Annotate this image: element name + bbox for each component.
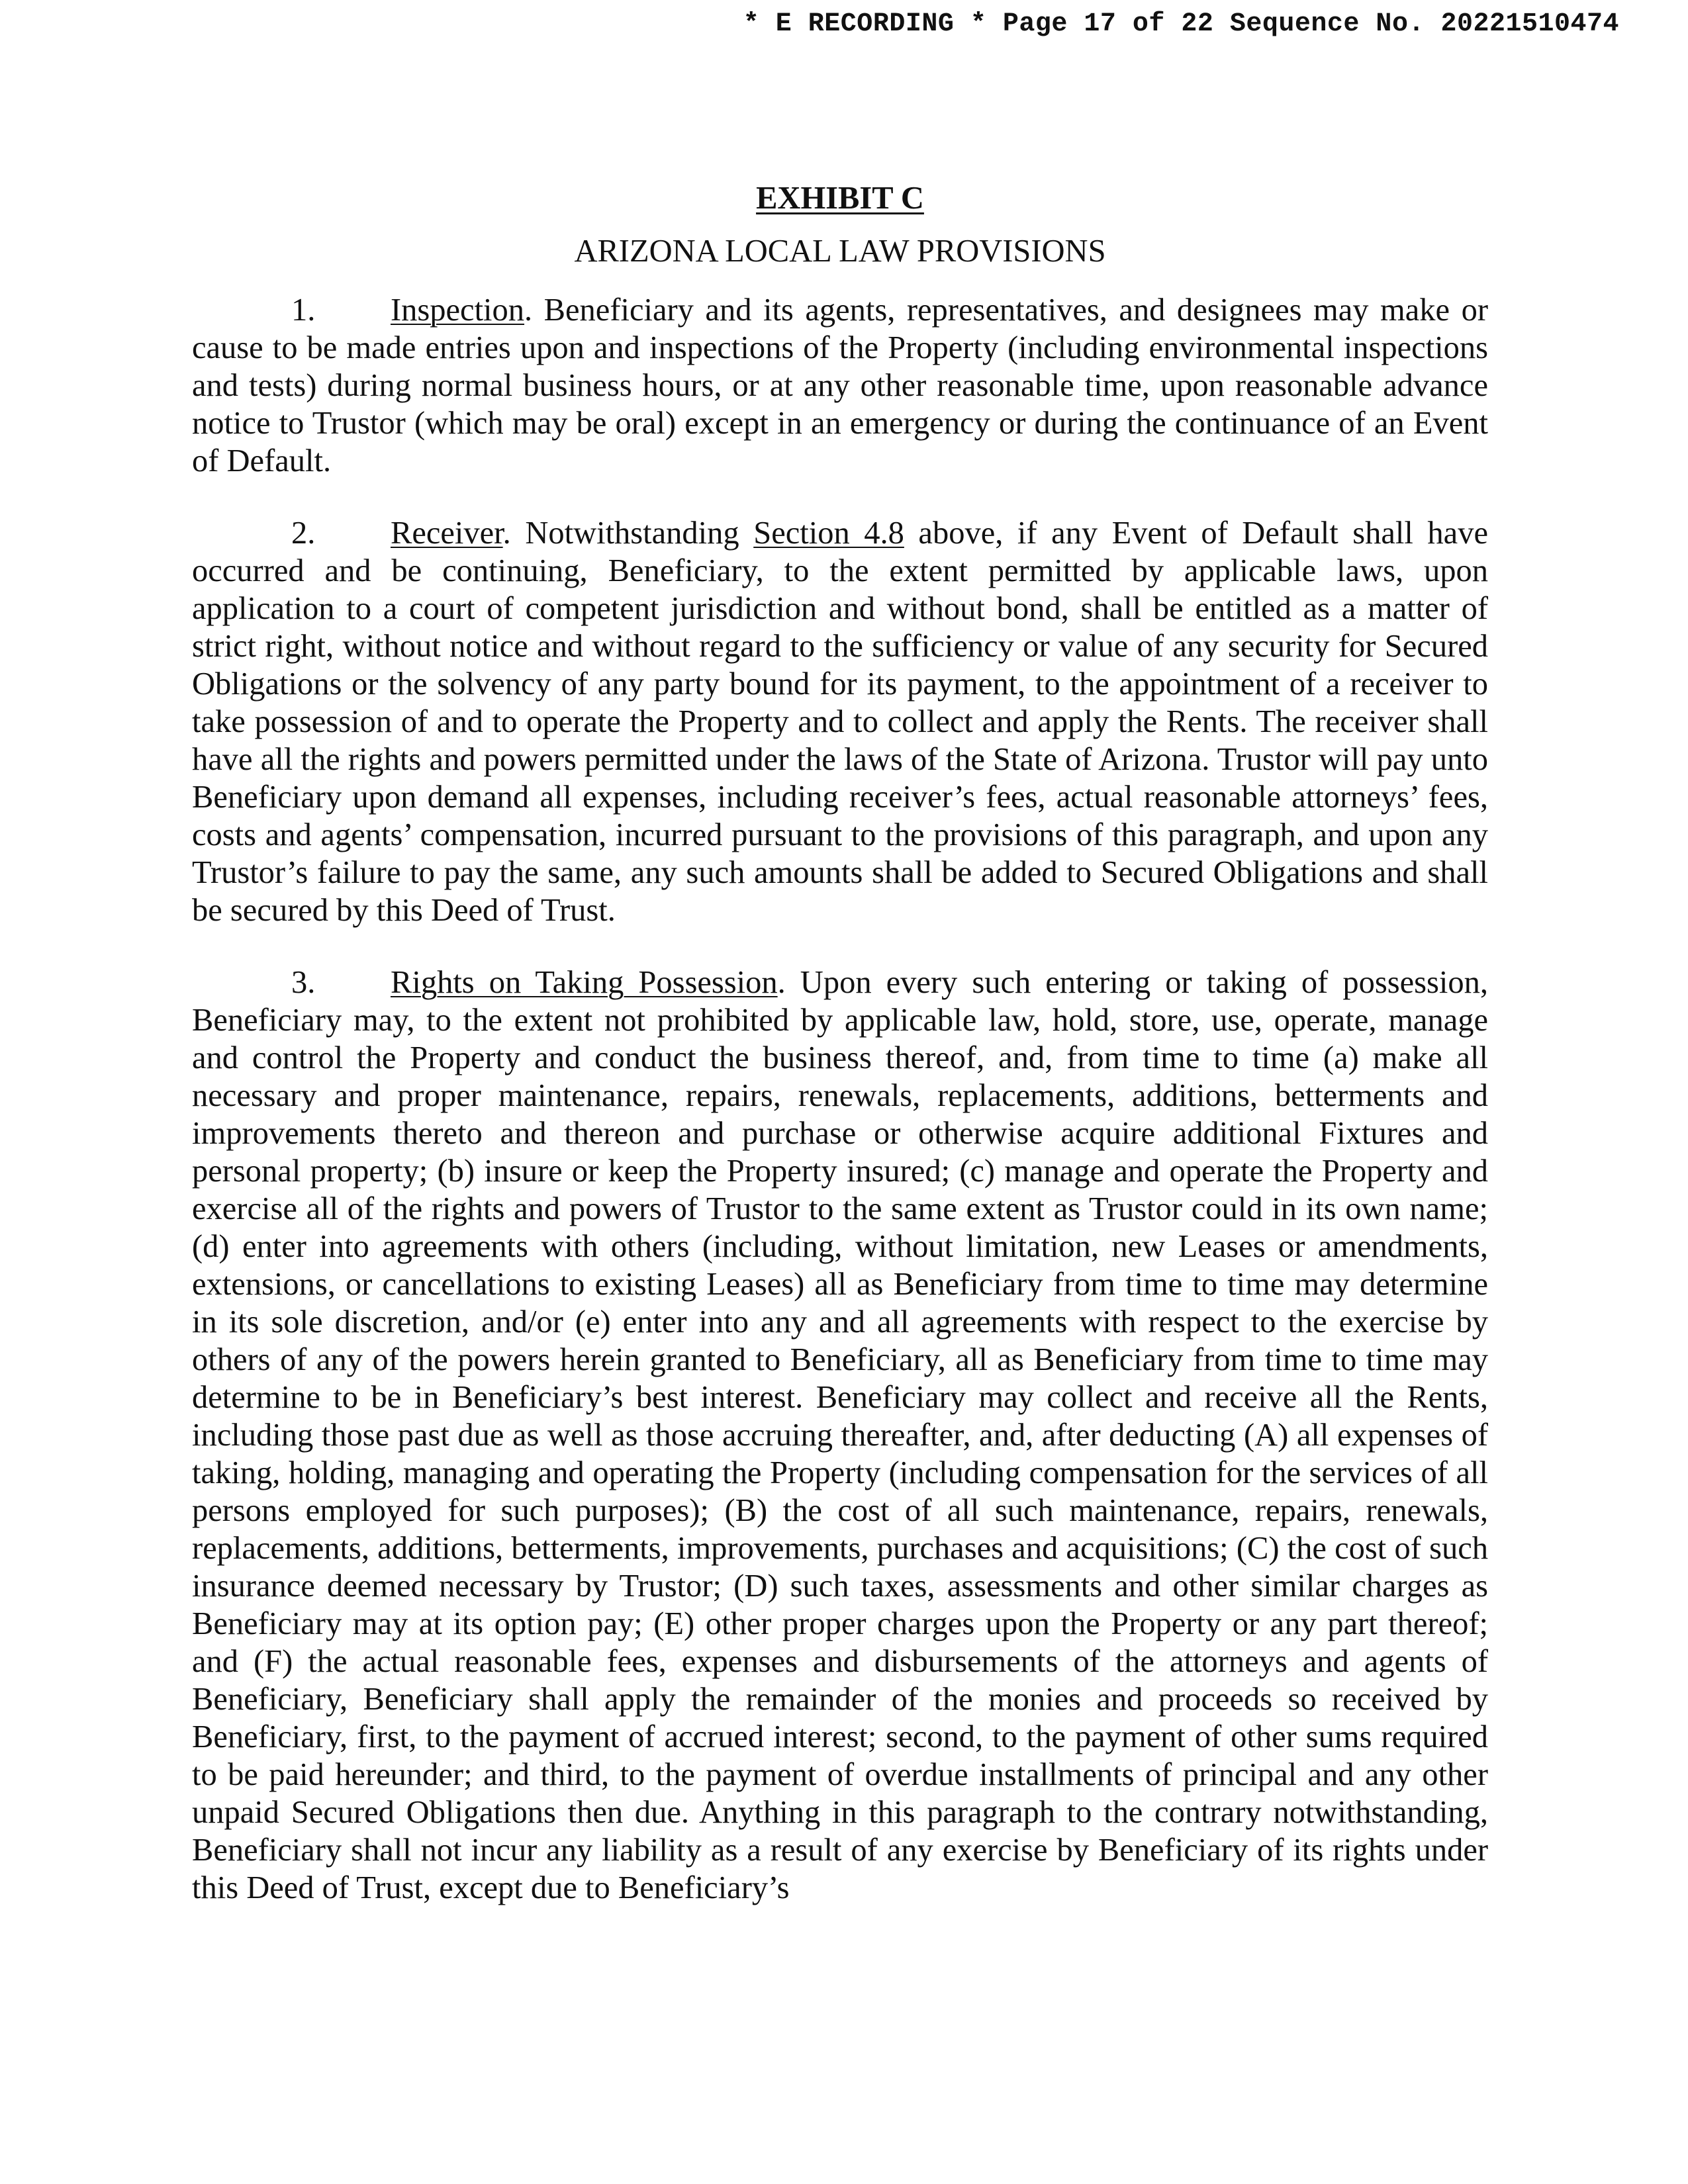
- section-heading: Receiver: [391, 516, 503, 551]
- recording-header: * E RECORDING * Page 17 of 22 Sequence No. 20221510474: [743, 9, 1619, 39]
- section-number: 2.: [291, 516, 316, 551]
- section-text: . Upon every such entering or taking of possession, Beneficiary may, to the extent not prohibited by applicable law, hold, store, use, operate, manage and control the Property and conduct the business thereof, and, from time to time (a) make all necessary and proper maintenance, repairs, renewals, replacements, additions, betterments and improvements thereto and thereon and purchase or otherwise acquire additional Fixtures and personal property; (b) insure or keep the Property insured; (c) manage and operate the Property and exercise all of the rights and powers of Trustor to the same extent as Trustor could in its own name; (d) enter into agreements with others (including, without limitation, new Leases or amendments, extensions, or cancellations to existing Leases) all as Beneficiary from time to time may determine in its sole discretion, and/or (e) enter into any and all agreements with respect to the exercise by others of any of the powers herein granted to Beneficiary, all as Beneficiary from time to time may determine to be in Beneficiary’s best interest. Beneficiary may collect and receive all the Rents, including those past due as well as those accruing thereafter, and, after deducting (A) all expenses of taking, holding, managing and operating the Property (including compensation for the services of all persons employed for such purposes); (B) the cost of all such maintenance, repairs, renewals, replacements, additions, betterments, improvements, purchases and acquisitions; (C) the cost of such insurance deemed necessary by Trustor; (D) such taxes, assessments and other similar charges as Beneficiary may at its option pay; (E) other proper charges upon the Property or any part thereof; and (F) the actual reasonable fees, expenses and disbursements of the attorneys and agents of Beneficiary, Beneficiary shall apply the remainder of the monies and proceeds so received by Beneficiary, first, to the payment of accrued interest; second, to the payment of other sums required to be paid hereunder; and third, to the payment of overdue installments of principal and any other unpaid Secured Obligations then due. Anything in this paragraph to the contrary notwithstanding, Beneficiary shall not incur any liability as a result of any exercise by Beneficiary of its rights under this Deed of Trust, except due to Beneficiary’s: [192, 965, 1488, 1905]
- section-reference: Section 4.8: [753, 516, 904, 551]
- section-number: 3.: [291, 965, 316, 1000]
- exhibit-title: EXHIBIT C: [756, 181, 924, 216]
- section-text-lead: . Notwithstanding: [502, 516, 754, 551]
- section-inspection: [192, 291, 1488, 480]
- section-heading: Inspection: [391, 293, 525, 328]
- exhibit-subtitle: ARIZONA LOCAL LAW PROVISIONS: [574, 234, 1106, 269]
- section-receiver: [192, 514, 1488, 929]
- document-page: [192, 179, 1488, 1941]
- section-number: 1.: [291, 293, 316, 328]
- section-rights-on-taking-possession: [192, 964, 1488, 1907]
- section-text: above, if any Event of Default shall have occurred and be continuing, Beneficiary, to the extent permitted by applicable laws, upon application to a court of competent jurisdiction and without bond, shall be entitled as a matter of strict right, without notice and without regard to the sufficiency or value of any security for Secured Obligations or the solvency of any party bound for its payment, to the appointment of a receiver to take possession of and to operate the Property and to collect and apply the Rents. The receiver shall have all the rights and powers permitted under the laws of the State of Arizona. Trustor will pay unto Beneficiary upon demand all expenses, including receiver’s fees, actual reasonable attorneys’ fees, costs and agents’ compensation, incurred pursuant to the provisions of this paragraph, and upon any Trustor’s failure to pay the same, any such amounts shall be added to Secured Obligations and shall be secured by this Deed of Trust.: [192, 516, 1488, 928]
- section-text: . Beneficiary and its agents, representatives, and designees may make or cause to be made entries upon and inspections of the Property (including environmental inspections and tests) during normal business hours, or at any other reasonable time, upon reasonable advance notice to Trustor (which may be oral) except in an emergency or during the continuance of an Event of Default.: [192, 293, 1488, 478]
- section-heading: Rights on Taking Possession: [391, 965, 778, 1000]
